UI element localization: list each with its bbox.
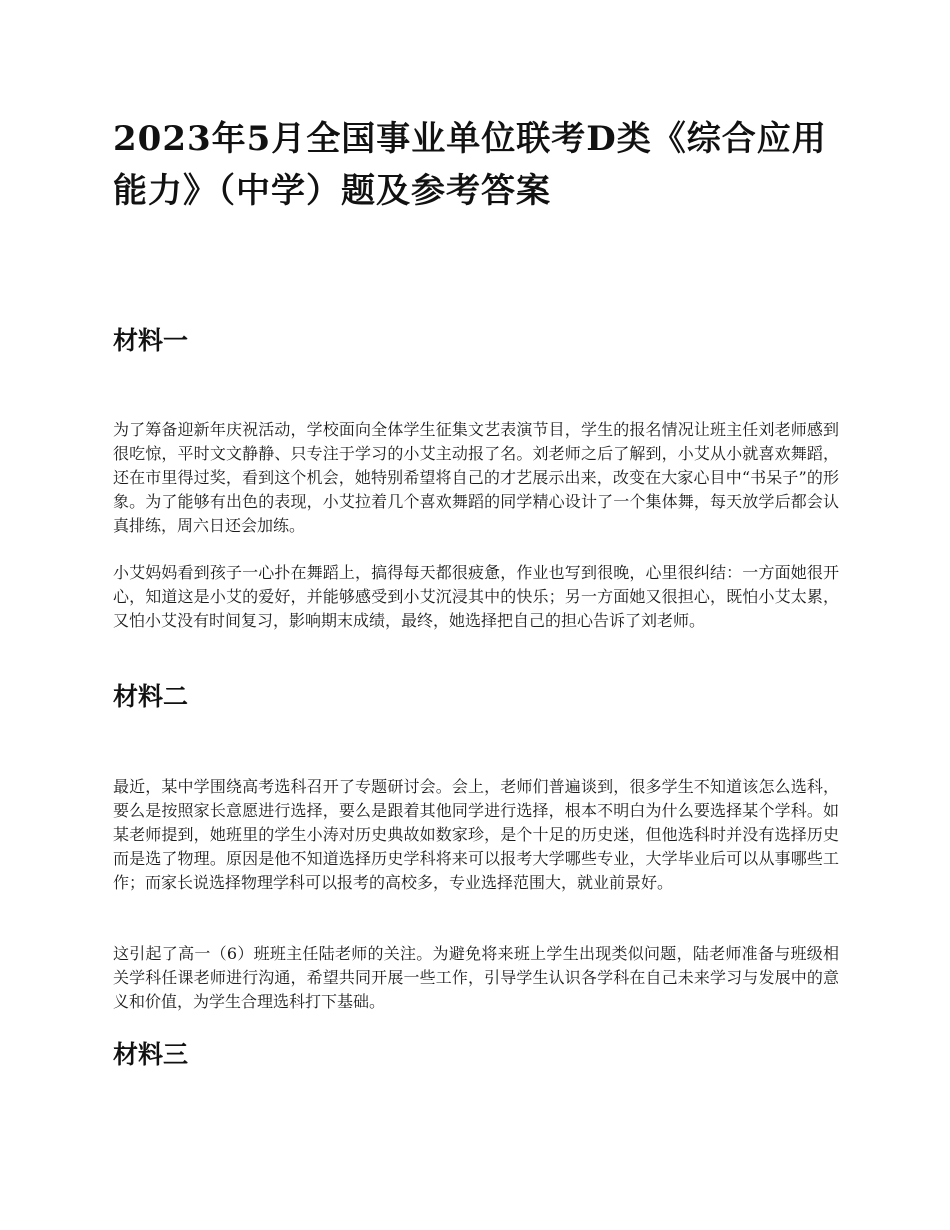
material-2-paragraph-1: 最近，某中学围绕高考选科召开了专题研讨会。会上，老师们普遍谈到，很多学生不知道该怎么选科，要么是按照家长意愿进行选择，要么是跟着其他同学进行选择，根本不明白为什么要选择某个学科。如某老师提到，她班里的学生小涛对历史典故如数家珍，是个十足的历史迷，但他选科时并没有选择历史而是选了物理。原因是他不知道选择历史学科将来可以报考大学哪些专业，大学毕业后可以从事哪些工作；而家长说选择物理学科可以报考的高校多，专业选择范围大，就业前景好。 <box>113 777 839 892</box>
material-1-paragraph-2: 小艾妈妈看到孩子一心扑在舞蹈上，搞得每天都很疲惫，作业也写到很晚，心里很纠结：一方面她很开心，知道这是小艾的爱好，并能够感受到小艾沉浸其中的快乐；另一方面她又很担心，既怕小艾太累，又怕小艾没有时间复习，影响期末成绩，最终，她选择把自己的担心告诉了刘老师。 <box>113 563 839 630</box>
section-heading-material-3: 材料三 <box>113 1040 189 1069</box>
document-title: 2023年5月全国事业单位联考D类《综合应用能力》（中学）题及参考答案 <box>113 119 827 211</box>
material-1-paragraph-1: 为了筹备迎新年庆祝活动，学校面向全体学生征集文艺表演节目，学生的报名情况让班主任刘老师感到很吃惊，平时文文静静、只专注于学习的小艾主动报了名。刘老师之后了解到，小艾从小就喜欢舞蹈，还在市里得过奖，看到这个机会，她特别希望将自己的才艺展示出来，改变在大家心目中“书呆子”的形象。为了能够有出色的表现，小艾拉着几个喜欢舞蹈的同学精心设计了一个集体舞，每天放学后都会认真排练，周六日还会加练。 <box>113 420 839 535</box>
section-heading-material-2: 材料二 <box>113 682 189 711</box>
section-heading-material-1: 材料一 <box>113 326 189 355</box>
material-2-paragraph-2: 这引起了高一（6）班班主任陆老师的关注。为避免将来班上学生出现类似问题，陆老师准备与班级相关学科任课老师进行沟通，希望共同开展一些工作，引导学生认识各学科在自己未来学习与发展中的意义和价值，为学生合理选科打下基础。 <box>113 944 839 1011</box>
